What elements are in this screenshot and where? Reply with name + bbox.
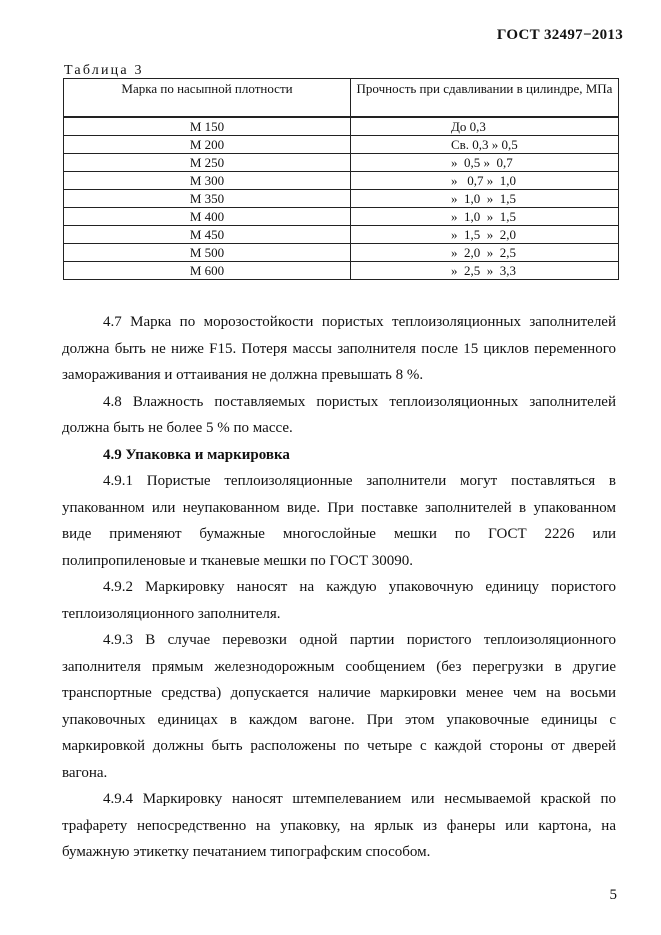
table-caption: Таблица 3 xyxy=(64,63,144,78)
strength-cell: » 1,0 » 1,5 xyxy=(351,208,619,226)
grade-cell: М 400 xyxy=(64,208,351,226)
table-row xyxy=(64,226,619,244)
grade-cell: М 200 xyxy=(64,136,351,154)
paragraph-4-7: 4.7 Марка по морозостойкости пористых теплоизоляционных заполнителей должна быть не ниже F15. Потеря массы заполнителя после 15 циклов переменного замораживания и оттаивания не должна превышать 8 %. xyxy=(62,314,616,383)
document-header: ГОСТ 32497−2013 xyxy=(496,27,623,43)
column-header-grade: Марка по насыпной плотности xyxy=(64,79,351,118)
section-heading-4-9: 4.9 Упаковка и маркировка xyxy=(103,446,290,463)
paragraph-4-9-3: 4.9.3 В случае перевозки одной партии пористого теплоизоляционного заполнителя прямым железнодорожным сообщением (без перегрузки в другие транспортные средства) допускается наличие маркировки менее чем на восьми упаковочных единицах в каждом вагоне. При этом упаковочные единицы с маркировкой должны быть расположены по четыре с каждой стороны от дверей вагона. xyxy=(62,632,616,781)
paragraph-4-9-4: 4.9.4 Маркировку наносят штемпелеванием или несмываемой краской по трафарету непосредственно на упаковку, на ярлык из фанеры или картона, на бумажную этикетку печатанием типографским способом. xyxy=(62,791,616,860)
paragraph-4-9-1: 4.9.1 Пористые теплоизоляционные заполнители могут поставляться в упакованном или неупакованном виде. При поставке заполнителей в упакованном виде применяют бумажные многослойные мешки по ГОСТ 2226 или полипропиленовые и тканевые мешки по ГОСТ 30090. xyxy=(62,473,616,569)
strength-cell: » 2,0 » 2,5 xyxy=(351,244,619,262)
grade-cell: М 150 xyxy=(64,117,351,136)
strength-cell: » 0,7 » 1,0 xyxy=(351,172,619,190)
strength-cell: » 1,0 » 1,5 xyxy=(351,190,619,208)
strength-cell: » 2,5 » 3,3 xyxy=(351,262,619,280)
table-row xyxy=(64,154,619,172)
body-text xyxy=(62,309,616,866)
table-row xyxy=(64,136,619,154)
table-row xyxy=(64,244,619,262)
grade-cell: М 250 xyxy=(64,154,351,172)
table-row xyxy=(64,117,619,136)
paragraph-4-8: 4.8 Влажность поставляемых пористых теплоизоляционных заполнителей должна быть не более 5 % по массе. xyxy=(62,393,616,436)
grade-cell: М 450 xyxy=(64,226,351,244)
column-header-strength: Прочность при сдавливании в цилиндре, МПа xyxy=(351,79,619,118)
strength-cell: » 0,5 » 0,7 xyxy=(351,154,619,172)
table-row xyxy=(64,190,619,208)
paragraph-4-9-2: 4.9.2 Маркировку наносят на каждую упаковочную единицу пористого теплоизоляционного заполнителя. xyxy=(62,579,616,622)
grade-cell: М 350 xyxy=(64,190,351,208)
grade-cell: М 500 xyxy=(64,244,351,262)
table-header-row xyxy=(64,79,619,118)
grade-cell: М 600 xyxy=(64,262,351,280)
strength-cell: Св. 0,3 » 0,5 xyxy=(351,136,619,154)
grade-cell: М 300 xyxy=(64,172,351,190)
strength-cell: До 0,3 xyxy=(351,117,619,136)
table-row xyxy=(64,208,619,226)
table-row xyxy=(64,262,619,280)
table-row xyxy=(64,172,619,190)
strength-table xyxy=(63,78,619,280)
page-number: 5 xyxy=(609,887,617,903)
strength-cell: » 1,5 » 2,0 xyxy=(351,226,619,244)
